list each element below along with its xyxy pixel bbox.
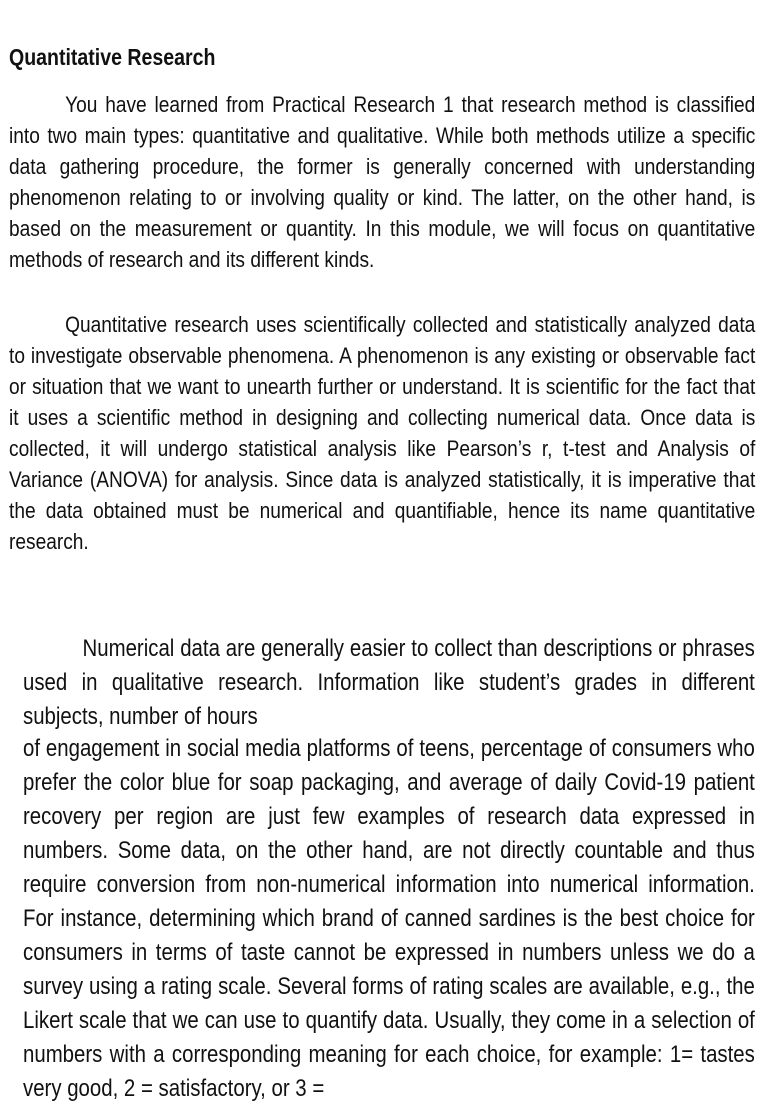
paragraph-quantitative-definition: Quantitative research uses scientifically collected and statistically analyzed data to investigate observable phenomena. A phenomenon is any existing or observable fact or situation that we want to unearth further or understand. It is scientific for the fact that it uses a scientific method in designing and collecting numerical data. Once data is collected, it will undergo statistical analysis like Pearson’s r, t-test and Analysis of Variance (ANOVA) for analysis. Since data is analyzed statistically, it is imperative that the data obtained must be numerical and quantifiable, hence its name quantitative research. (9, 312, 756, 554)
section-heading: Quantitative Research (9, 44, 216, 70)
paragraph-numerical-data: Numerical data are generally easier to collect than descriptions or phrases used in qualitative research. Information like student’s grades in different subjects, number of hours (23, 635, 755, 730)
paragraph-research-types: You have learned from Practical Research 1 that research method is classified into two main types: quantitative and qualitative. While both methods utilize a specific data gathering procedure, the former is generally concerned with understanding phenomenon relating to or involving quality or kind. The latter, on the other hand, is based on the measurement or quantity. In this module, we will focus on quantitative methods of research and its different kinds. (9, 92, 756, 272)
paragraph-data-examples: of engagement in social media platforms of teens, percentage of consumers who prefer the color blue for soap packaging, and average of daily Covid-19 patient recovery per region are just few examples of research data expressed in numbers. Some data, on the other hand, are not directly countable and thus require conversion from non-numerical information into numerical information. For instance, determining which brand of canned sardines is the best choice for consumers in terms of taste cannot be expressed in numbers unless we do a survey using a rating scale. Several forms of rating scales are available, e.g., the Likert scale that we can use to quantify data. Usually, they come in a selection of numbers with a corresponding meaning for each choice, for example: 1= tastes very good, 2 = satisfactory, or 3 = (23, 735, 755, 1102)
